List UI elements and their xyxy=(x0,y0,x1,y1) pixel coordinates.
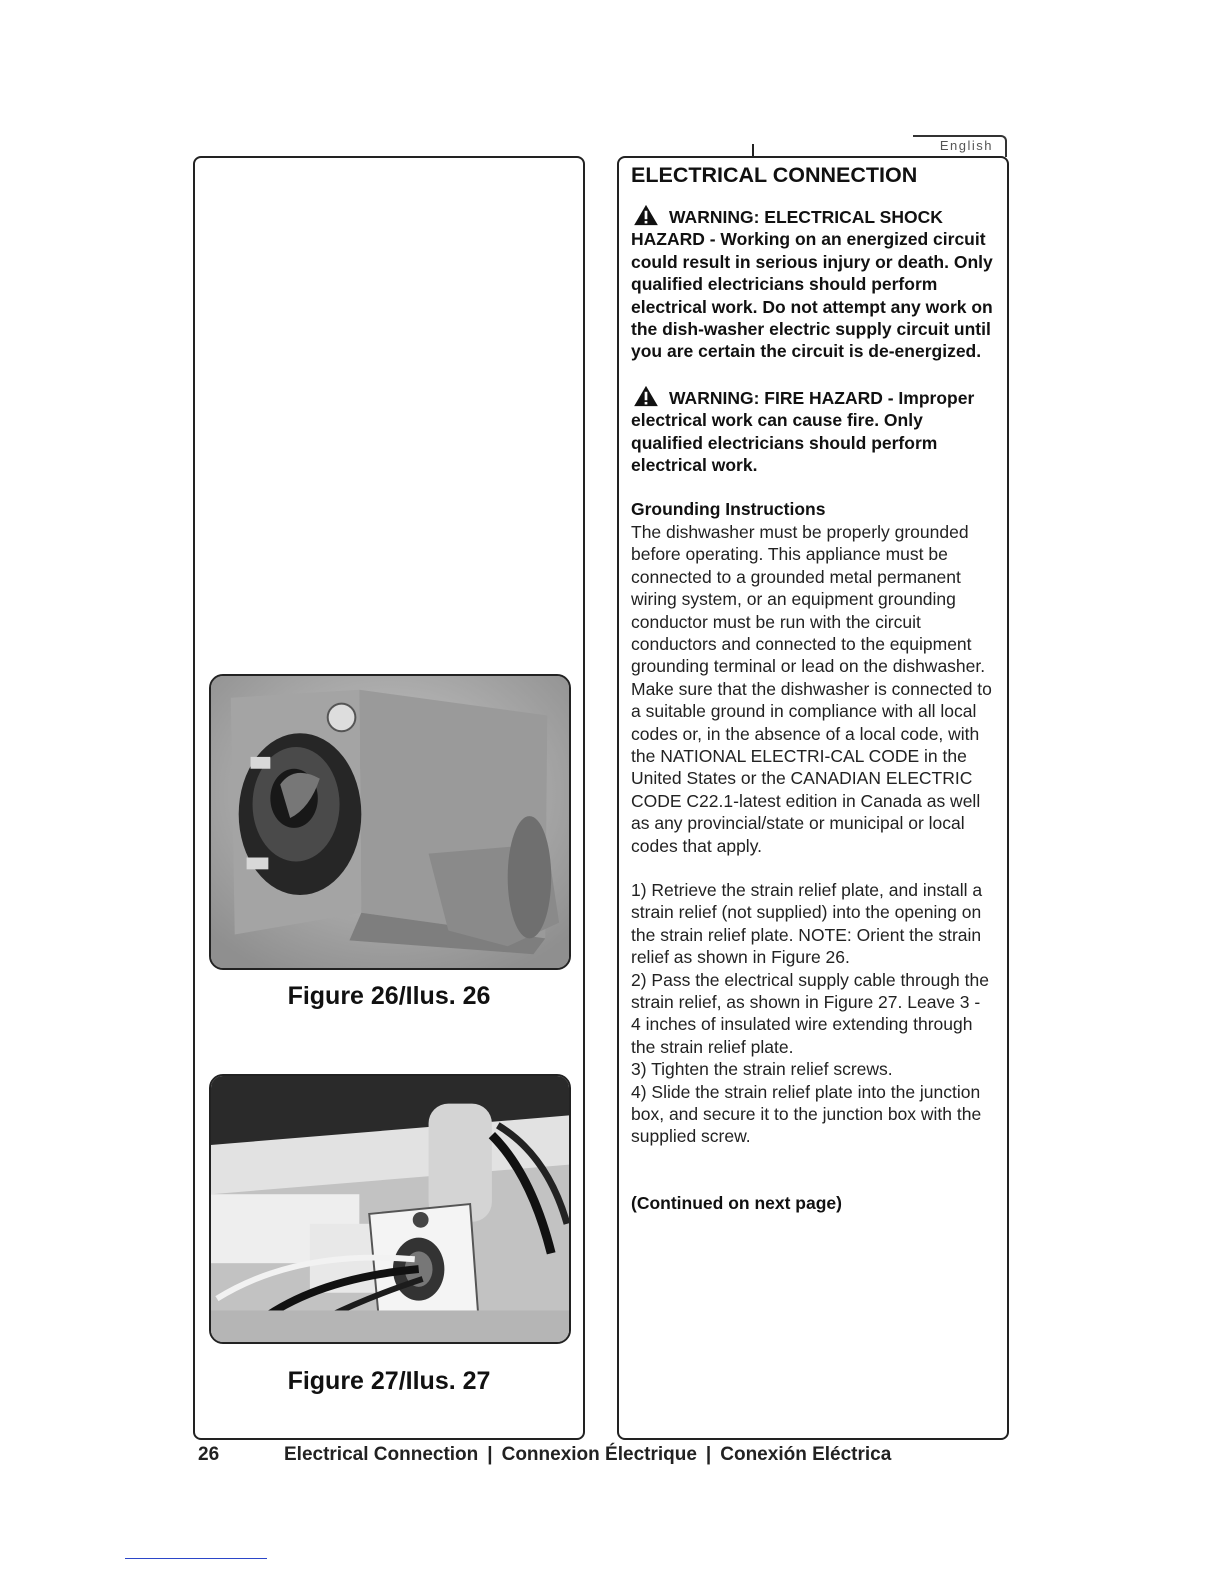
step-item: 2) Pass the electrical supply cable through the strain relief, as shown in Figure 27. Leave 3 - 4 inches of insulated wire extending through the strain relief plate. xyxy=(631,969,989,1057)
bottom-link-rule xyxy=(125,1558,267,1559)
footer-separator: | xyxy=(487,1444,493,1465)
footer-separator: | xyxy=(705,1444,712,1465)
warning-triangle-icon xyxy=(631,385,661,407)
warning-fire-hazard-text: WARNING: FIRE HAZARD - Improper electrical work can cause fire. Only qualified electricians should perform electrical work. xyxy=(631,387,975,476)
step-item: 4) Slide the strain relief plate into the junction box, and secure it to the junction box with the supplied screw. xyxy=(631,1081,982,1147)
installation-steps xyxy=(631,879,993,1148)
electrical-connection-content xyxy=(631,160,993,1214)
language-tab-label: English xyxy=(939,138,993,153)
section-title: ELECTRICAL CONNECTION xyxy=(631,163,918,187)
right-column-frame xyxy=(617,156,1009,1440)
footer-section-spanish: Conexión Eléctrica xyxy=(720,1444,892,1465)
strain-relief-plate-photo-icon xyxy=(211,676,569,968)
figure-27-photo xyxy=(209,1074,571,1344)
figure-27-caption: Figure 27/Ilus. 27 xyxy=(287,1367,491,1395)
language-tab xyxy=(913,135,1007,157)
left-column-frame xyxy=(193,156,585,1440)
step-item: 3) Tighten the strain relief screws. xyxy=(631,1059,893,1080)
junction-box-cable-photo-icon xyxy=(211,1076,569,1342)
grounding-heading: Grounding Instructions xyxy=(631,499,826,520)
page-number: 26 xyxy=(198,1444,220,1465)
grounding-body: The dishwasher must be properly grounded before operating. This appliance must be connected to a grounded metal permanent wiring system, or an equipment grounding conductor must be run with the circuit conductors and connected to the equipment grounding terminal or lead on the dishwasher. Make sure that the dishwasher is connected to a suitable ground in compliance with all local codes or, in the absence of a local code, with the NATIONAL ELECTRI-CAL CODE in the United States or the CANADIAN ELECTRIC CODE C22.1-latest edition in Canada as well as any provincial/state or municipal or local codes that apply. xyxy=(631,521,992,856)
warning-electrical-shock-text: WARNING: ELECTRICAL SHOCK HAZARD - Working on an energized circuit could result in serious injury or death. Only qualified electricians should perform electrical work. Do not attempt any work on the dish-washer electric supply circuit until you are certain the circuit is de-energized. xyxy=(631,207,993,362)
footer-section-english: Electrical Connection xyxy=(284,1444,479,1465)
warning-electrical-shock xyxy=(631,204,993,363)
figure-26-photo xyxy=(209,674,571,970)
page-footer xyxy=(198,1444,1018,1466)
figure-26-caption: Figure 26/Ilus. 26 xyxy=(287,982,491,1010)
warning-fire-hazard xyxy=(631,385,993,477)
step-item: 1) Retrieve the strain relief plate, and install a strain relief (not supplied) into the opening on the strain relief plate. NOTE: Orient the strain relief as shown in Figure 26. xyxy=(631,879,983,968)
warning-triangle-icon xyxy=(631,204,661,226)
footer-section-french: Connexion Électrique xyxy=(501,1444,697,1465)
continued-note: (Continued on next page) xyxy=(631,1192,842,1213)
